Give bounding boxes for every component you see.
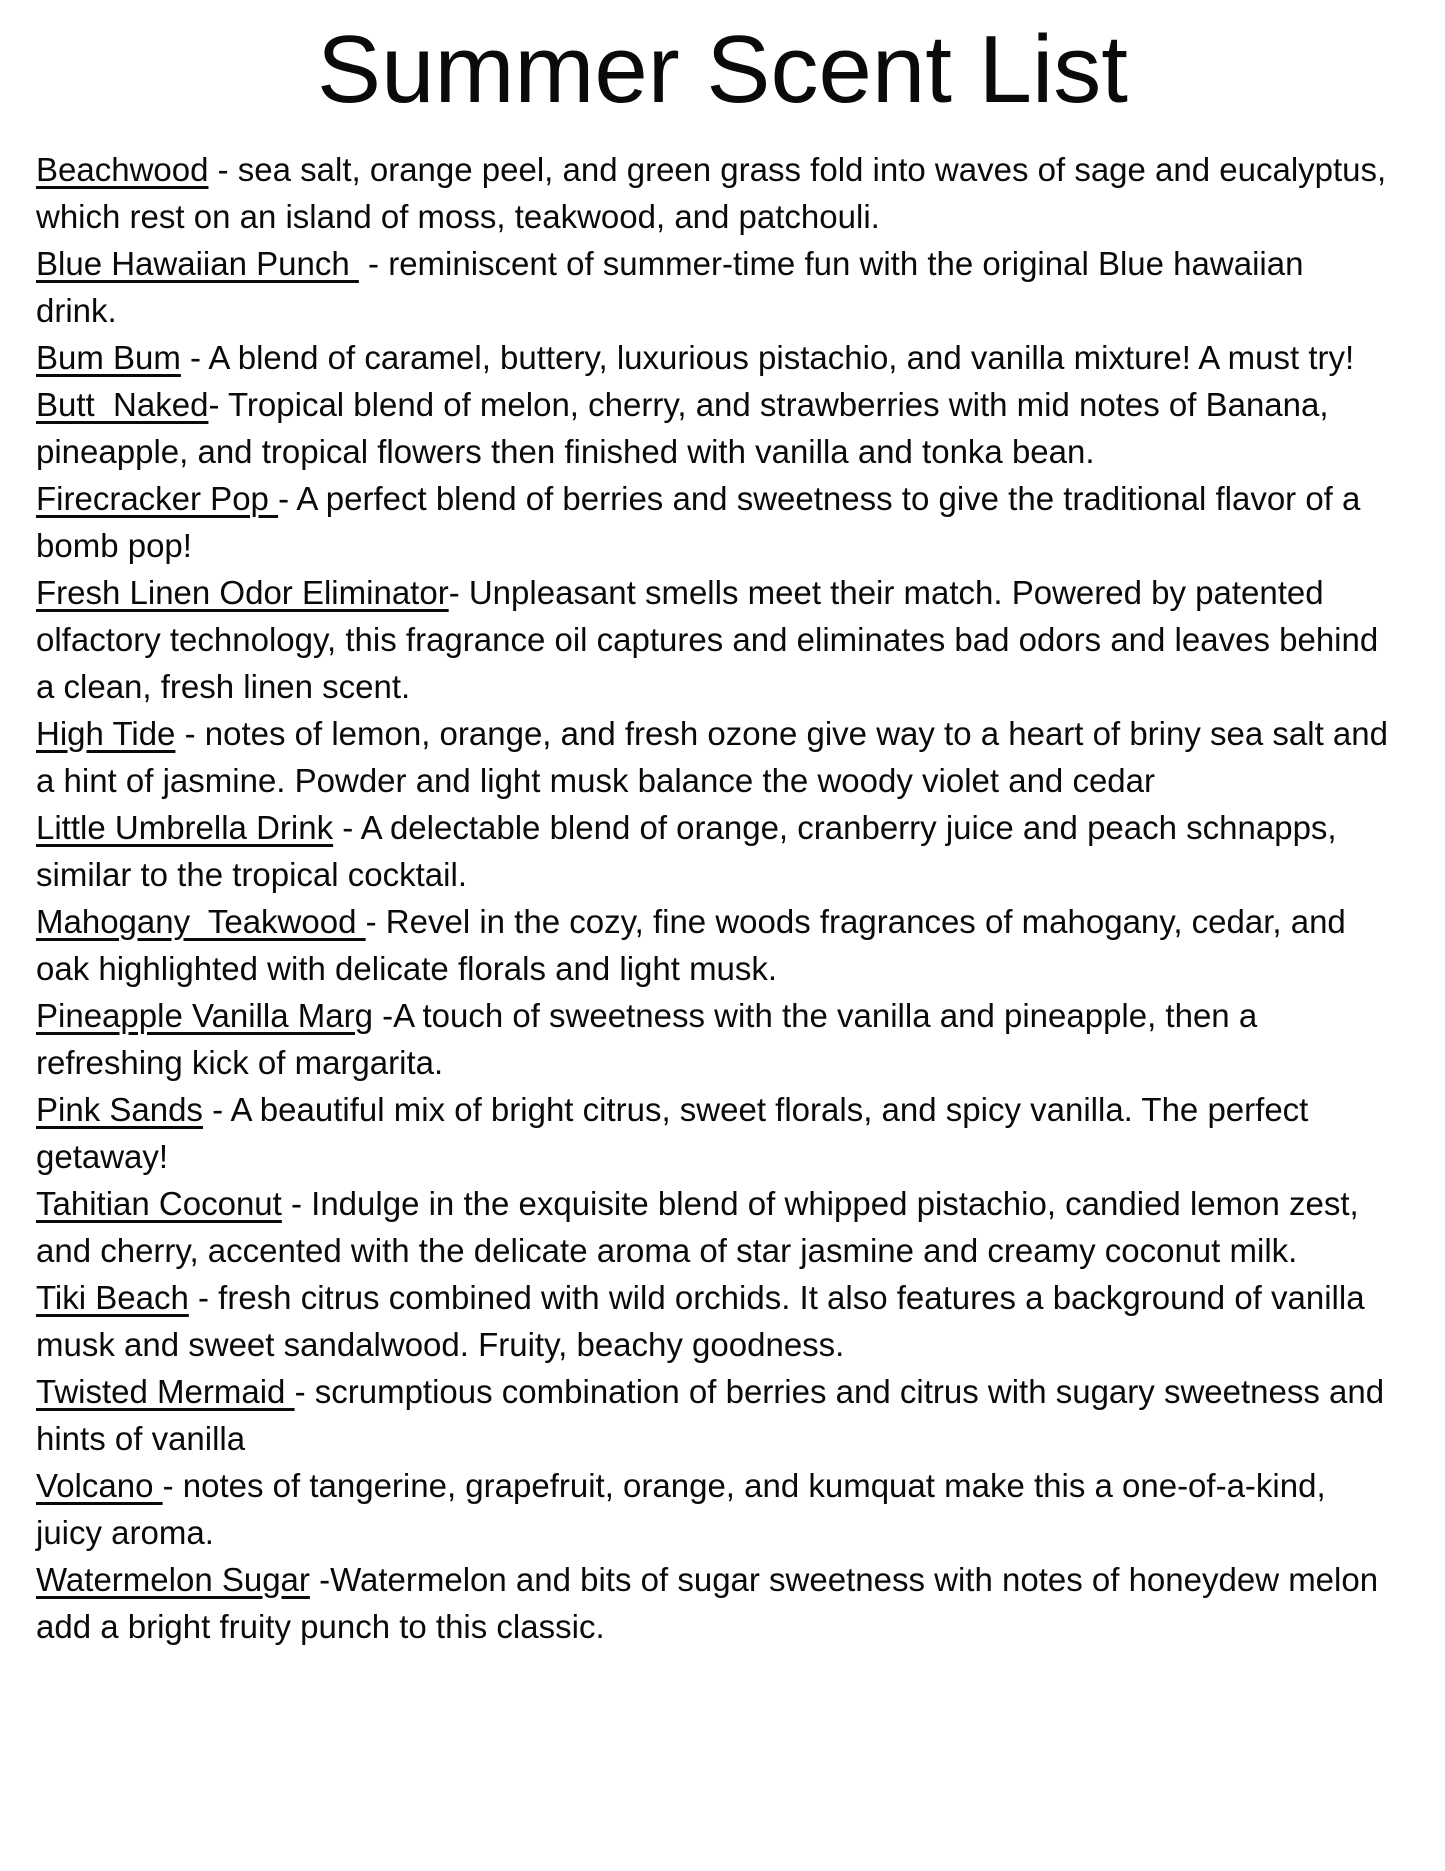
scent-name: Volcano [36, 1466, 163, 1504]
scent-entry [36, 146, 1396, 240]
scent-description: - Unpleasant smells meet their match. Powered by patented olfactory technology, this fragrance oil captures and eliminates bad odors and leaves behind a clean, fresh linen scent. [36, 573, 1388, 705]
scent-entry [36, 710, 1398, 804]
scent-description: - A beautiful mix of bright citrus, sweet florals, and spicy vanilla. The perfect getaway! [36, 1090, 1318, 1175]
scent-description: - Tropical blend of melon, cherry, and strawberries with mid notes of Banana, pineapple, and tropical flowers then finished with vanilla and tonka bean. [36, 385, 1338, 470]
scent-name: Bum Bum [36, 338, 181, 376]
scent-description: - notes of lemon, orange, and fresh ozone give way to a heart of briny sea salt and a hint of jasmine. Powder and light musk balance the woody violet and cedar [36, 714, 1398, 799]
scent-description: - Indulge in the exquisite blend of whipped pistachio, candied lemon zest, and cherry, accented with the delicate aroma of star jasmine and creamy coconut milk. [36, 1184, 1368, 1269]
scent-description: - Revel in the cozy, fine woods fragrances of mahogany, cedar, and oak highlighted with delicate florals and light musk. [36, 902, 1355, 987]
scent-entry [36, 1556, 1389, 1650]
scent-name: High Tide [36, 714, 176, 752]
scent-entry [36, 1180, 1389, 1274]
scent-description: - reminiscent of summer-time fun with the original Blue hawaiian drink. [36, 244, 1313, 329]
scent-name: Beachwood [36, 150, 209, 188]
scent-name: Firecracker Pop [36, 479, 279, 517]
scent-entry [36, 1368, 1394, 1462]
scent-name: Butt Naked [36, 385, 209, 423]
scent-name: Little Umbrella Drink [36, 808, 334, 846]
scent-name: Pink Sands [36, 1090, 203, 1128]
scent-name: Pineapple Vanilla Marg [36, 996, 373, 1034]
scent-name: Mahogany Teakwood [36, 902, 366, 940]
scent-entry [36, 898, 1389, 992]
scent-name: Tahitian Coconut [36, 1184, 282, 1222]
scent-description: - A perfect blend of berries and sweetness to give the traditional flavor of a bomb pop! [36, 479, 1370, 564]
scent-entry [36, 240, 1389, 334]
scent-entry [36, 381, 1389, 475]
scent-description: - scrumptious combination of berries and citrus with sugary sweetness and hints of vanilla [36, 1372, 1394, 1457]
scent-entry [36, 804, 1389, 898]
scent-name: Fresh Linen Odor Eliminator [36, 573, 449, 611]
scent-entry [36, 334, 1389, 381]
scent-list [0, 146, 1445, 1690]
page-title: Summer Scent List [317, 16, 1128, 123]
scent-description: - A blend of caramel, buttery, luxurious pistachio, and vanilla mixture! A must try! [180, 338, 1355, 376]
scent-description: - A delectable blend of orange, cranberry juice and peach schnapps, similar to the tropical cocktail. [36, 808, 1346, 893]
scent-entry [36, 475, 1389, 569]
scent-name: Blue Hawaiian Punch [36, 244, 359, 282]
scent-name: Tiki Beach [36, 1278, 189, 1316]
scent-entry [36, 569, 1389, 710]
scent-description: - notes of tangerine, grapefruit, orange, and kumquat make this a one-of-a-kind, juicy aroma. [36, 1466, 1335, 1551]
scent-entry [36, 992, 1389, 1086]
scent-entry [36, 1274, 1389, 1368]
scent-name: Twisted Mermaid [36, 1372, 295, 1410]
scent-entry [36, 1086, 1389, 1180]
scent-description: -Watermelon and bits of sugar sweetness with notes of honeydew melon add a bright fruity punch to this classic. [36, 1560, 1388, 1645]
scent-description: -A touch of sweetness with the vanilla and pineapple, then a refreshing kick of margarita. [36, 996, 1267, 1081]
scent-description: - fresh citrus combined with wild orchids. It also features a background of vanilla musk and sweet sandalwood. Fruity, beachy goodness. [36, 1278, 1374, 1363]
scent-description: - sea salt, orange peel, and green grass fold into waves of sage and eucalyptus, which rest on an island of moss, teakwood, and patchouli. [36, 150, 1396, 235]
scent-entry [36, 1462, 1389, 1556]
scent-name: Watermelon Sugar [36, 1560, 310, 1598]
